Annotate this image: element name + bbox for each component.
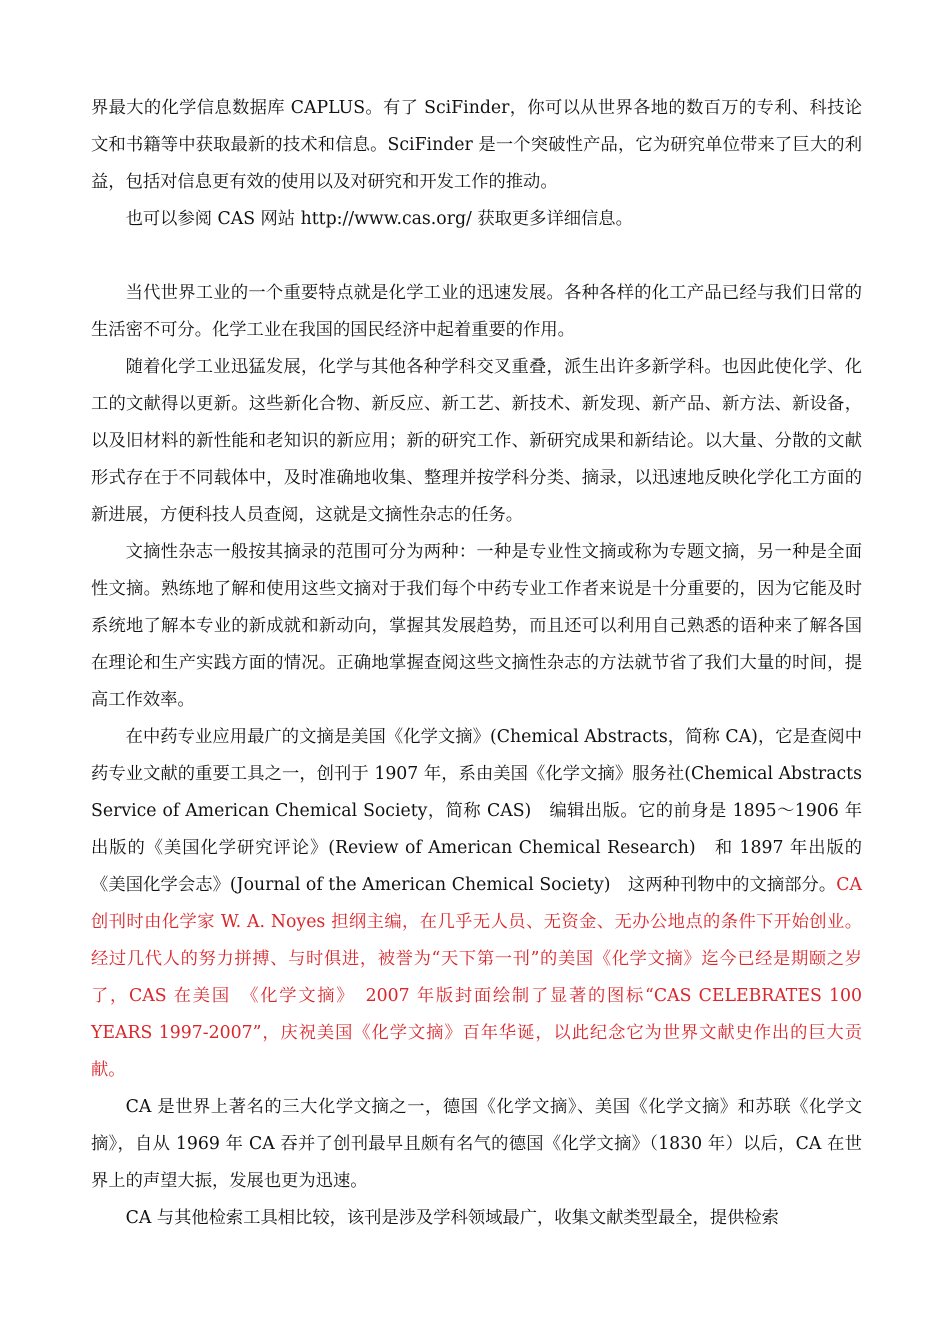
- paragraph-ca-comparison: CA 与其他检索工具相比较，该刊是涉及学科领域最广，收集文献类型最全，提供检索: [125, 1208, 779, 1228]
- paragraph-ca-history: [91, 719, 862, 1089]
- paragraph-abstract-journals-task: 随着化学工业迅猛发展，化学与其他各种学科交叉重叠，派生出许多新学科。也因此使化学、化工的文献得以更新。这些新化合物、新反应、新工艺、新技术、新发现、新产品、新方法、新设备，以及旧材料的新性能和老知识的新应用；新的研究工作、新研究成果和新结论。以大量、分散的文献形式存在于不同载体中，及时准确地收集、整理并按学科分类、摘录，以迅速地反映化学化工方面的新进展，方便科技人员查阅，这就是文摘性杂志的任务。: [91, 357, 862, 525]
- paragraph-three-abstracts: CA 是世界上著名的三大化学文摘之一，德国《化学文摘》、美国《化学文摘》和苏联《化学文摘》，自从 1969 年 CA 吞并了创刊最早且颇有名气的德国《化学文摘》（1830 年）以后，CA 在世界上的声望大振，发展也更为迅速。: [91, 1097, 862, 1191]
- paragraph-cas-website: 也可以参阅 CAS 网站 http://www.cas.org/ 获取更多详细信息。: [125, 209, 633, 229]
- ca-history-text: 在中药专业应用最广的文摘是美国《化学文摘》(Chemical Abstracts，简称 CA)，它是查阅中药专业文献的重要工具之一，创刊于 1907 年，系由美国《化学文摘》服务社(Chemical Abstracts Service of American Chemical Society，简称 CAS) 编辑出版。它的前身是 1895～1906 年出版的《美国化学研究评论》(Review of American Chemical Research) 和 1897 年出版的《美国化学会志》(Journal of the American Chemical Society) 这两种刊物中的文摘部分。: [91, 727, 862, 895]
- blank-line: [91, 238, 862, 275]
- document-page: [91, 90, 862, 1237]
- ca-history-highlight: CA 创刊时由化学家 W. A. Noyes 担纲主编，在几乎无人员、无资金、无办公地点的条件下开始创业。经过几代人的努力拼搏、与时俱进，被誉为“天下第一刊”的美国《化学文摘》迄今已经是期颐之岁了，CAS 在美国 《化学文摘》 2007 年版封面绘制了显著的图标“CAS CELEBRATES 100 YEARS 1997-2007”，庆祝美国《化学文摘》百年华诞，以此纪念它为世界文献史作出的巨大贡献。: [91, 875, 862, 1080]
- paragraph-abstract-types: 文摘性杂志一般按其摘录的范围可分为两种：一种是专业性文摘或称为专题文摘，另一种是全面性文摘。熟练地了解和使用这些文摘对于我们每个中药专业工作者来说是十分重要的，因为它能及时系统地了解本专业的新成就和新动向，掌握其发展趋势，而且还可以利用自己熟悉的语种来了解各国在理论和生产实践方面的情况。正确地掌握查阅这些文摘性杂志的方法就节省了我们大量的时间，提高工作效率。: [91, 542, 862, 710]
- paragraph-chemical-industry: 当代世界工业的一个重要特点就是化学工业的迅速发展。各种各样的化工产品已经与我们日常的生活密不可分。化学工业在我国的国民经济中起着重要的作用。: [91, 283, 862, 340]
- paragraph-scifinder: 界最大的化学信息数据库 CAPLUS。有了 SciFinder，你可以从世界各地的数百万的专利、科技论文和书籍等中获取最新的技术和信息。SciFinder 是一个突破性产品，它为研究单位带来了巨大的利益，包括对信息更有效的使用以及对研究和开发工作的推动。: [91, 98, 862, 192]
